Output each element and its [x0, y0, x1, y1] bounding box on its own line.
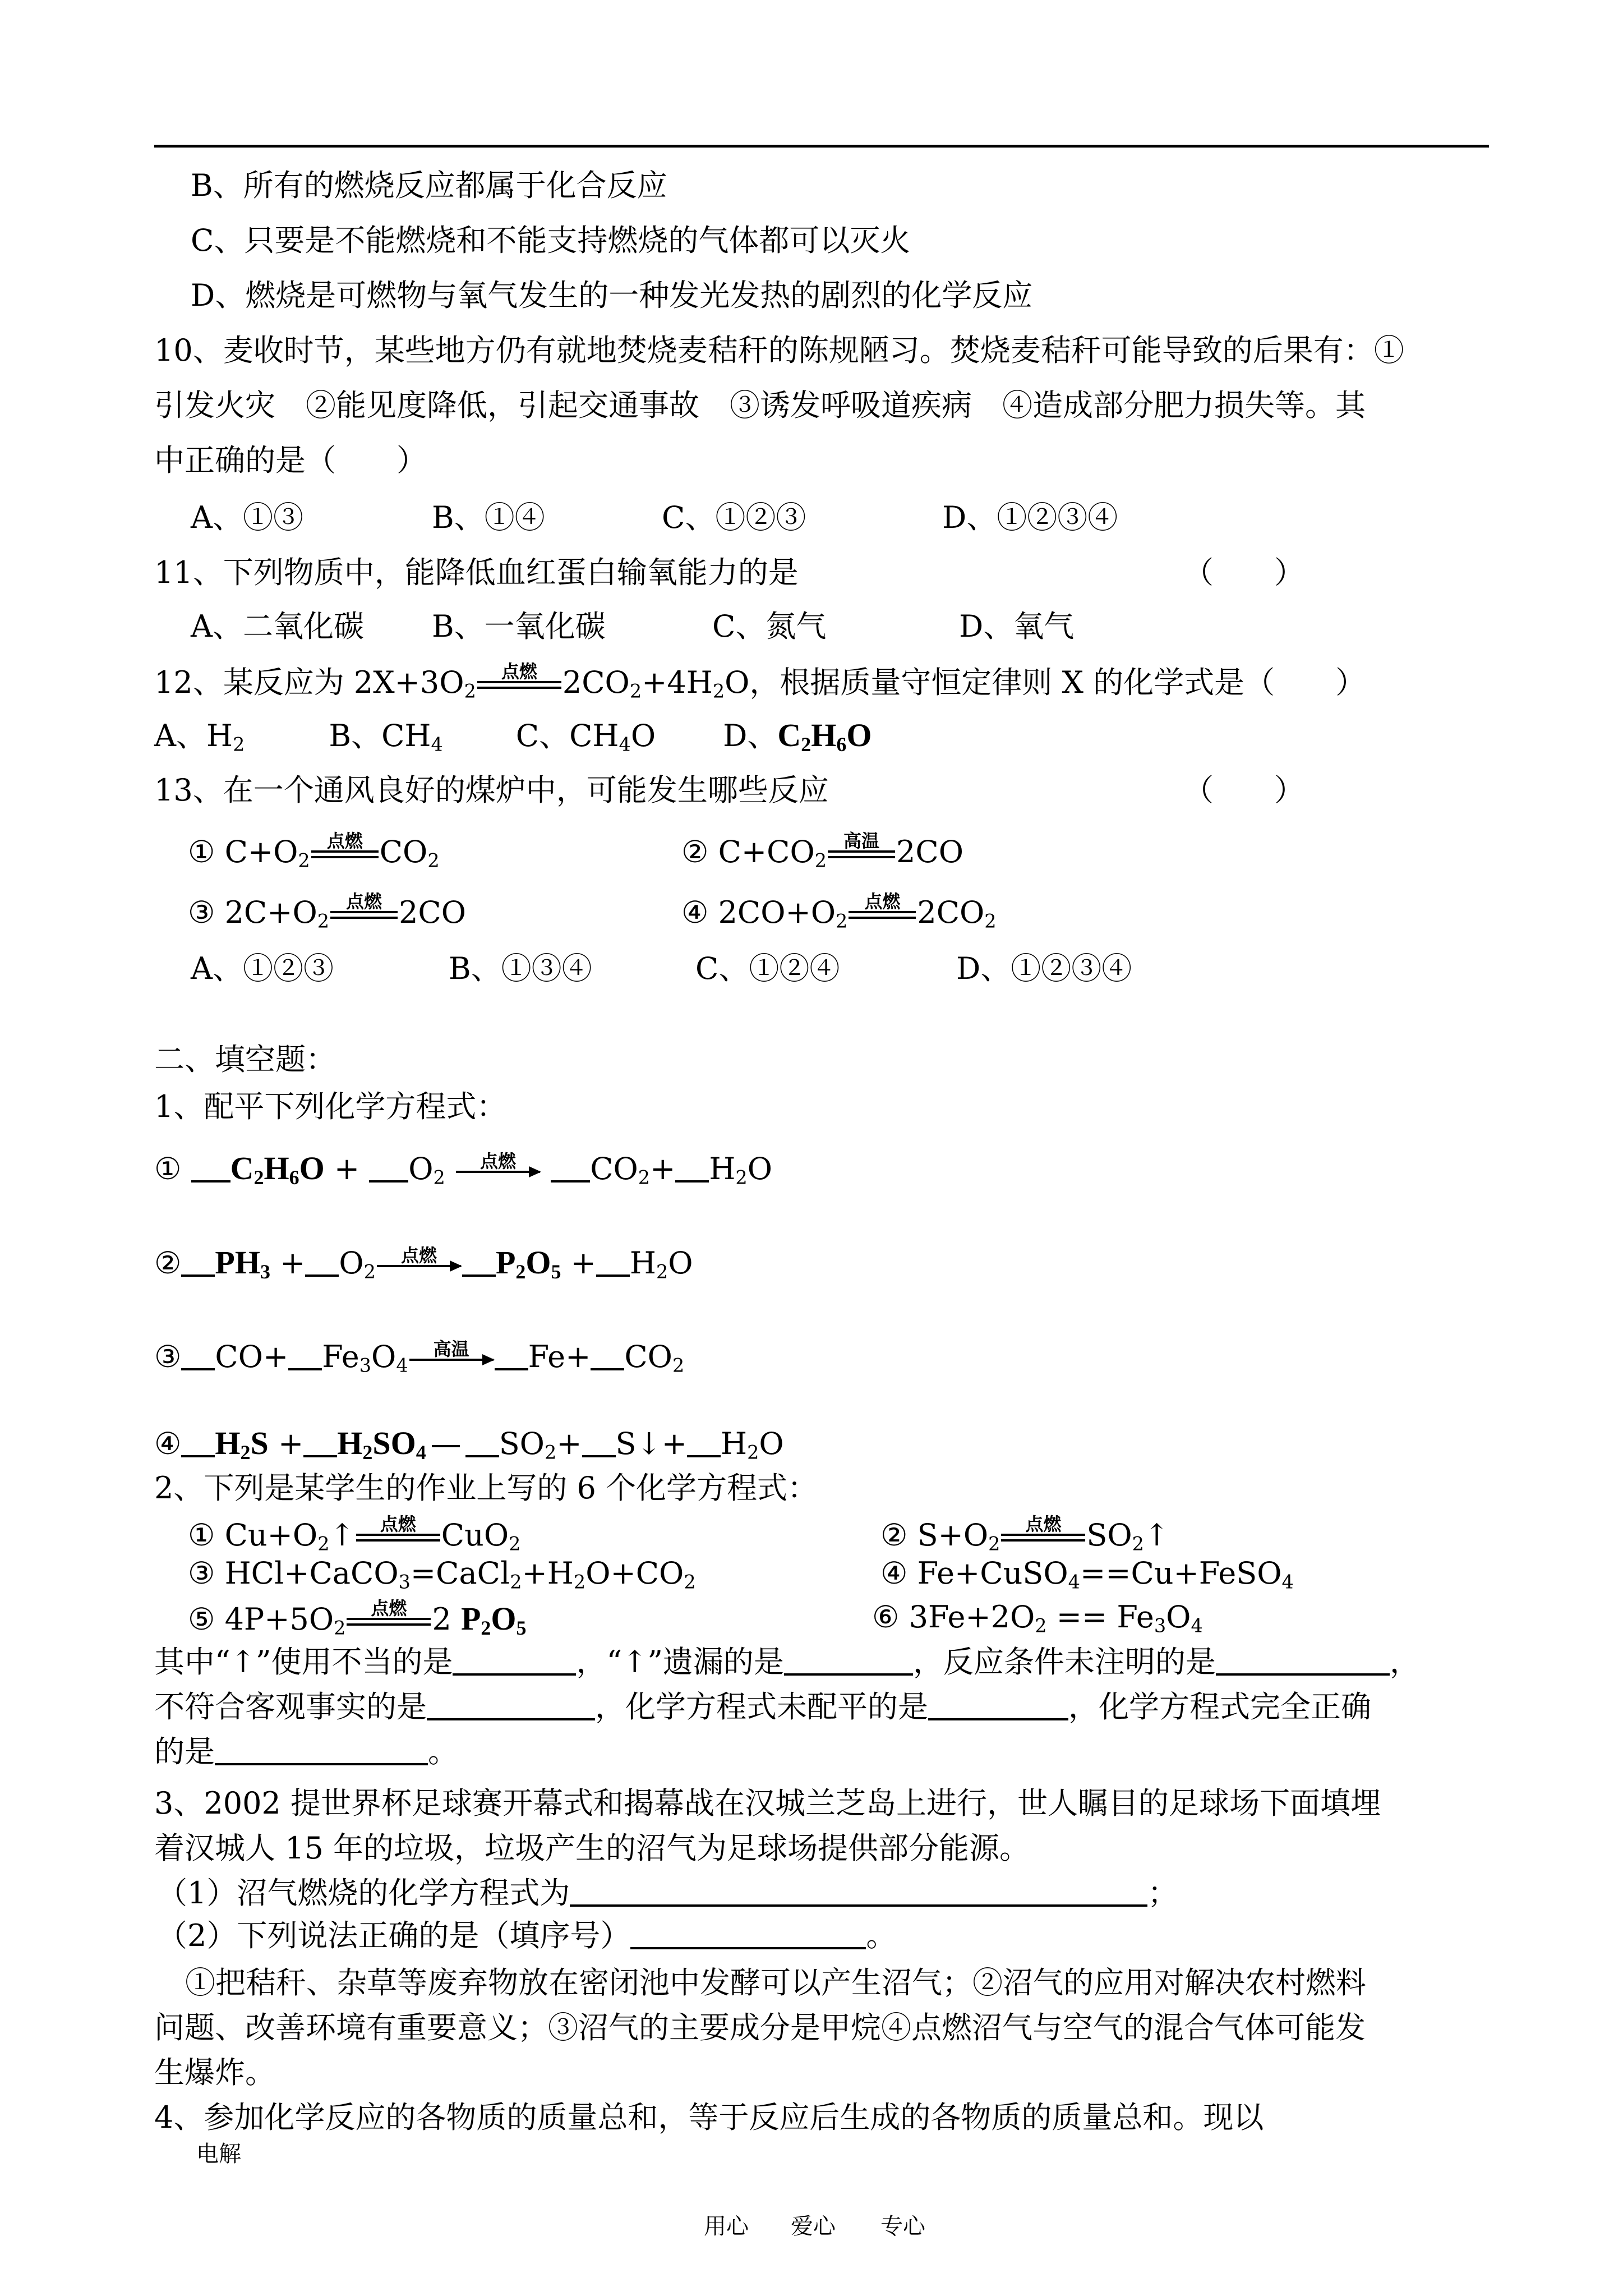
fill-q1-stem: 1、配平下列化学方程式：: [154, 1089, 507, 1124]
q4-condition-label: 电解: [196, 2141, 241, 2167]
q10-line-1: 10、麦收时节，某些地方仍有就地焚烧麦秸秆的陈规陋习。焚烧麦秸秆可能导致的后果有：①: [154, 333, 1404, 368]
q12-stem: 12、某反应为 $2X+3O_2$ 点燃 $2CO_2+4H_2O$，根据质量守恒定律则 X 的化学式是（ ）: [154, 661, 1366, 702]
equation-3: ③ $CO+ Fe_3O_4$ 高温 $Fe+ CO_2$: [154, 1338, 685, 1377]
fill-q2-line-2: 不符合客观事实的是 ，化学方程式未配平的是 ，化学方程式完全正确: [154, 1689, 1371, 1724]
q13-reaction-3: ③ $2C+O_2$ 点燃 2CO: [188, 891, 467, 932]
answer-blank[interactable]: [784, 1644, 913, 1676]
equation-4: ④ $H_2S + H_2SO_4$ $SO_2+$ S↓+ $H_2O$: [154, 1425, 784, 1464]
q9-option-c: C、只要是不能燃烧和不能支持燃烧的气体都可以灭火: [191, 223, 911, 258]
student-equation-3: ③ $HCl+CaCO_3=CaCl_2+H_2O+CO_2$: [188, 1556, 696, 1593]
q12-options: A、$H_2$ B、$CH_4$ C、$CH_4O$ D、$C_2H_6O$: [154, 717, 872, 756]
footer-text-1: 用心: [704, 2214, 749, 2239]
q11-answer-paren: （ ）: [1183, 555, 1304, 590]
q11-option-a: A、二氧化碳: [191, 609, 364, 644]
q10-option-b: B、①④: [432, 500, 545, 535]
q10-option-d: D、①②③④: [942, 500, 1118, 535]
q13-reaction-1: ① $C+O_2$ 点燃 $CO_2$: [188, 830, 440, 872]
fill-q3-line-2: 着汉城人 15 年的垃圾，垃圾产生的沼气为足球场提供部分能源。: [154, 1830, 1030, 1866]
q13-option-b: B、①③④: [449, 951, 592, 986]
answer-blank[interactable]: [215, 1734, 428, 1765]
q13-option-c: C、①②④: [695, 951, 840, 986]
fill-q2-line-1: 其中“↑”使用不当的是 ，“↑”遗漏的是 ，反应条件未注明的是 ，: [154, 1644, 1420, 1680]
footer-text-2: 爱心: [791, 2214, 836, 2239]
q11-option-c: C、氮气: [712, 609, 827, 644]
fill-q4-line-1: 4、参加化学反应的各物质的质量总和，等于反应后生成的各物质的质量总和。现以: [154, 2100, 1264, 2135]
q10-option-c: C、①②③: [662, 500, 806, 535]
fill-q3-para-3: 生爆炸。: [154, 2055, 275, 2090]
footer-text-3: 专心: [880, 2214, 925, 2239]
student-equation-1: ① $Cu+O_2↑$ 点燃 CuO$_2$: [188, 1513, 521, 1555]
answer-blank[interactable]: [453, 1644, 576, 1676]
fill-q3-para-1: ①把秸秆、杂草等废弃物放在密闭池中发酵可以产生沼气；②沼气的应用对解决农村燃料: [185, 1965, 1366, 2000]
student-equation-4: ④ Fe+CuSO$_4$==Cu+FeSO$_4$: [880, 1556, 1294, 1593]
fill-q3-para-2: 问题、改善环境有重要意义；③沼气的主要成分是甲烷④点燃沼气与空气的混合气体可能发: [154, 2010, 1366, 2045]
header-rule: [154, 145, 1489, 148]
equation-1: ① $C_2H_6O + O_2$ 点燃 $CO_2+ H_2O$: [154, 1150, 772, 1189]
q11-option-d: D、氧气: [959, 609, 1075, 644]
q10-line-2: 引发火灾 ②能见度降低，引起交通事故 ③诱发呼吸道疾病 ④造成部分肥力损失等。其: [154, 388, 1366, 423]
q9-option-d: D、燃烧是可燃物与氧气发生的一种发光发热的剧烈的化学反应: [191, 278, 1033, 313]
q13-option-a: A、①②③: [191, 951, 334, 986]
student-equation-6: ⑥ $3Fe+2O_2 == Fe_3O_4$: [872, 1599, 1203, 1637]
fill-q3-sub-2: （2）下列说法正确的是（填序号） 。: [157, 1918, 897, 1953]
q13-answer-paren: （ ）: [1183, 772, 1304, 808]
student-equation-5: ⑤ $4P+5O_2$ 点燃 2 $P_2O_5$: [188, 1598, 527, 1639]
fill-q3-sub-1: （1）沼气燃烧的化学方程式为 ；: [157, 1875, 1178, 1911]
fill-q3-line-1: 3、2002 提世界杯足球赛开幕式和揭幕战在汉城兰芝岛上进行，世人瞩目的足球场下面填埋: [154, 1786, 1381, 1821]
q13-reaction-2: ② $C+CO_2$ 高温 2CO: [681, 830, 963, 872]
q13-reaction-4: ④ $2CO+O_2$ 点燃 $2CO_2$: [681, 891, 997, 932]
section-2-title: 二、填空题：: [154, 1042, 336, 1077]
answer-blank[interactable]: [570, 1875, 1147, 1907]
fill-q2-stem: 2、下列是某学生的作业上写的 6 个化学方程式：: [154, 1470, 818, 1506]
reaction-condition: 点燃: [477, 662, 561, 701]
q11-stem: 11、下列物质中，能降低血红蛋白输氧能力的是: [154, 555, 799, 590]
q13-option-d: D、①②③④: [956, 951, 1132, 986]
q13-stem: 13、在一个通风良好的煤炉中，可能发生哪些反应: [154, 772, 829, 808]
q9-option-b: B、所有的燃烧反应都属于化合反应: [191, 168, 667, 203]
answer-blank[interactable]: [1216, 1644, 1390, 1676]
student-equation-2: ② $S+O_2$ 点燃 $SO_2↑$: [880, 1513, 1170, 1555]
answer-blank[interactable]: [630, 1918, 866, 1949]
q11-option-b: B、一氧化碳: [432, 609, 606, 644]
answer-blank[interactable]: [928, 1689, 1068, 1720]
equation-2: ② $PH_3 + O_2$ 点燃 $P_2O_5 + H_2O$: [154, 1244, 693, 1283]
q10-option-a: A、①③: [191, 500, 303, 535]
fill-q2-line-3: 的是 。: [154, 1734, 458, 1769]
answer-blank[interactable]: [427, 1689, 595, 1720]
q10-line-3: 中正确的是（ ）: [154, 443, 427, 478]
